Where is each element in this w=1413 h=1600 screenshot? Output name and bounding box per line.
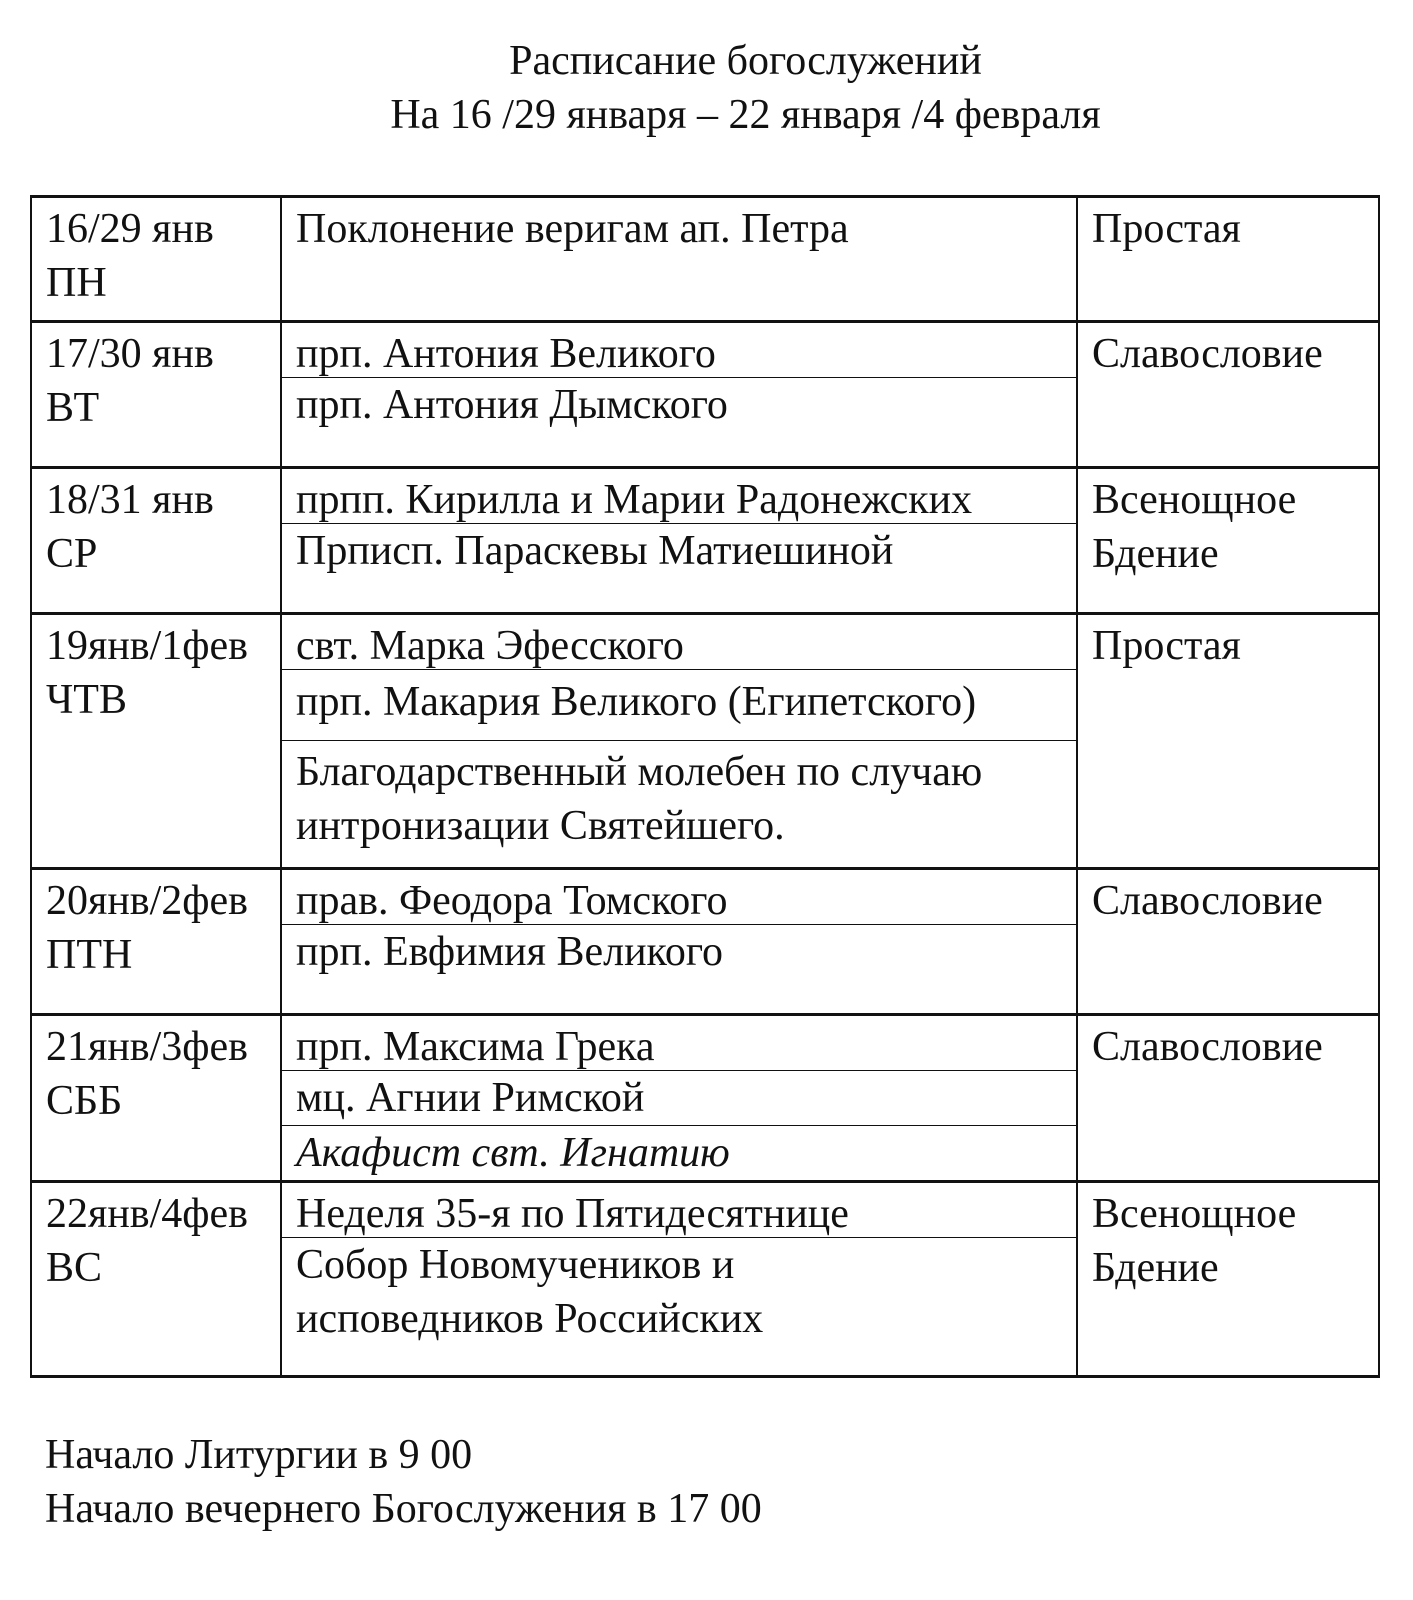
date-label: 16/29 янв	[46, 206, 214, 252]
evening-service-start-time: Начало вечернего Богослужения в 17 00	[45, 1486, 762, 1532]
service-times	[45, 1428, 762, 1536]
feast-item: свт. Марка Эфесского	[296, 623, 684, 669]
date-label: 18/31 янв	[46, 477, 214, 523]
feast-item: Благодарственный молебен по случаю интронизации Святейшего.	[282, 740, 1076, 853]
table-row	[32, 867, 1378, 1013]
feasts-cell	[282, 469, 1078, 612]
weekday-label: ЧТВ	[46, 677, 127, 723]
title-text: Расписание богослужений	[509, 38, 982, 84]
weekday-label: ПТН	[46, 932, 133, 978]
feasts-cell	[282, 1183, 1078, 1375]
date-cell	[32, 1183, 282, 1375]
date-cell	[32, 469, 282, 612]
weekday-label: ВТ	[46, 385, 100, 431]
date-range-subtitle: На 16 /29 января – 22 января /4 февраля	[390, 92, 1101, 138]
date-cell	[32, 198, 282, 320]
feast-item: прп. Евфимия Великого	[282, 924, 1076, 979]
schedule-table	[30, 195, 1380, 1378]
table-row	[32, 198, 1378, 320]
table-row	[32, 320, 1378, 466]
date-label: 19янв/1фев	[46, 623, 248, 669]
weekday-label: ВС	[46, 1245, 103, 1291]
service-type-cell: Всенощное Бдение	[1092, 477, 1297, 577]
feast-item: мц. Агнии Римской	[282, 1070, 1076, 1125]
feast-item: Неделя 35-я по Пятидесятнице	[296, 1191, 849, 1237]
service-type-cell: Простая	[1092, 623, 1241, 669]
weekday-label: ПН	[46, 260, 107, 306]
table-row	[32, 1013, 1378, 1180]
date-cell	[32, 870, 282, 1013]
feast-item: Поклонение веригам ап. Петра	[296, 206, 849, 252]
service-type-cell: Всенощное Бдение	[1092, 1191, 1297, 1291]
feast-item: Прписп. Параскевы Матиешиной	[282, 523, 1076, 578]
service-type-cell: Славословие	[1092, 1024, 1323, 1070]
service-type-cell: Славословие	[1092, 331, 1323, 377]
feasts-cell	[282, 1016, 1078, 1180]
feast-item: прп. Антония Великого	[296, 331, 716, 377]
weekday-label: СББ	[46, 1078, 123, 1124]
date-label: 20янв/2фев	[46, 878, 248, 924]
date-label: 22янв/4фев	[46, 1191, 248, 1237]
date-label: 17/30 янв	[46, 331, 214, 377]
date-cell	[32, 615, 282, 867]
date-cell	[32, 323, 282, 466]
table-row	[32, 1180, 1378, 1375]
feasts-cell	[282, 198, 1078, 320]
feast-item: прп. Максима Грека	[296, 1024, 655, 1070]
feast-item: Собор Новомучеников и исповедников Российских	[282, 1237, 1076, 1346]
table-row	[32, 466, 1378, 612]
feast-item: прпп. Кирилла и Марии Радонежских	[296, 477, 973, 523]
date-label: 21янв/3фев	[46, 1024, 248, 1070]
feast-item: прп. Макария Великого (Египетского)	[282, 669, 1076, 740]
feasts-cell	[282, 615, 1078, 867]
feast-item: прав. Феодора Томского	[296, 878, 728, 924]
feasts-cell	[282, 870, 1078, 1013]
service-type-cell: Простая	[1092, 206, 1241, 252]
page-title	[0, 34, 1413, 142]
date-cell	[32, 1016, 282, 1180]
feasts-cell	[282, 323, 1078, 466]
weekday-label: СР	[46, 531, 98, 577]
service-type-cell: Славословие	[1092, 878, 1323, 924]
liturgy-start-time: Начало Литургии в 9 00	[45, 1432, 473, 1478]
feast-item: Акафист свт. Игнатию	[282, 1125, 1076, 1180]
table-row	[32, 612, 1378, 867]
feast-item: прп. Антония Дымского	[282, 377, 1076, 432]
